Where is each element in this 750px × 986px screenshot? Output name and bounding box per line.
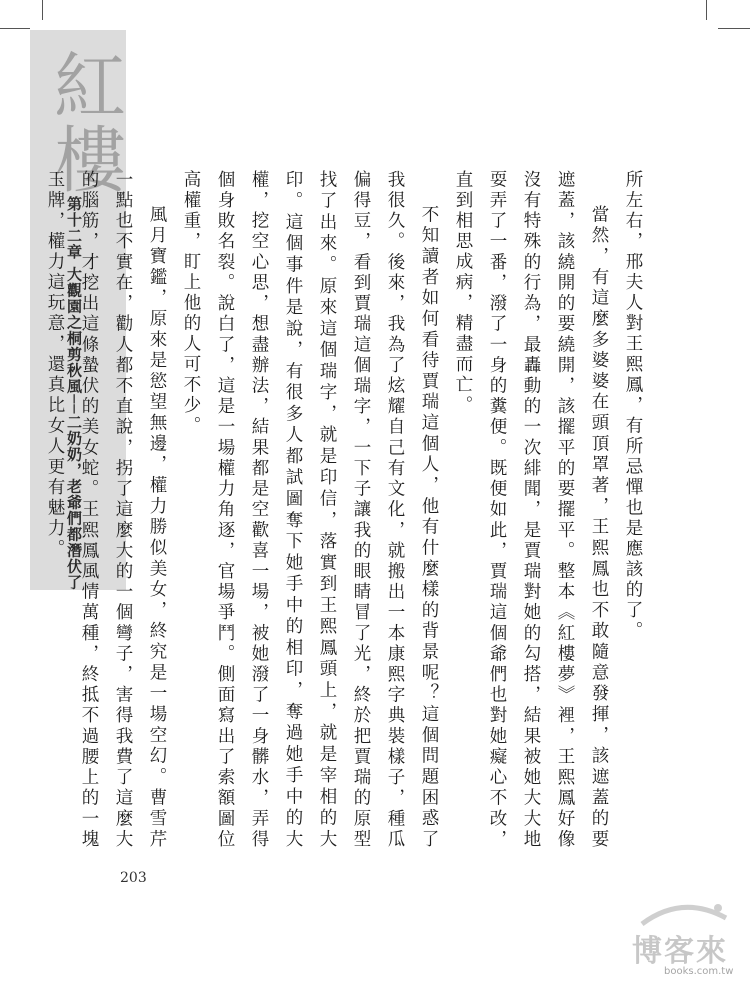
crop-mark-top-left-h — [0, 28, 30, 29]
paragraph: 不知讀者如何看待賈瑞這個人，他有什麼樣的背景呢？這個問題困惑了我很久。後來，我為了炫耀自己有文化，就搬出一本康熙字典裝樣子，種瓜偏得豆，看到賈瑞這個瑞字，一下子讓我的眼睛冒了光，終於把賈瑞的原型找了出來。原來這個瑞字，就是印信，落實到王熙鳳頭上，就是宰相的大印。這個事件是說，有很多人都試圖奪下她手中的相印，奪過她手中的大權，挖空心思，想盡辦法，結果都是空歡喜一場，被她潑了一身髒水，弄得個身敗名裂。說白了，這是一場權力角逐，官場爭鬥。側面寫出了索額圖位高權重，盯上他的人可不少。 — [181, 170, 439, 850]
crop-mark-top-left-v — [42, 0, 43, 20]
watermark-name: 博客來 — [632, 934, 728, 969]
paragraph: 所左右，邢夫人對王熙鳳，有所忌憚也是應該的了。 — [623, 170, 643, 642]
chapter-title: 第十二章 大觀園之桐剪秋風──二奶奶，老爺們都潛伏了 — [65, 196, 83, 591]
watermark-url: books.com.tw — [664, 966, 734, 977]
paragraph: 當然，有這麼多婆婆在頭頂罩著，王熙鳳也不敢隨意發揮，該遮蓋的要遮蓋，該繞開的要繞開，該擺平的要擺平。整本《紅樓夢》裡，王熙鳳好像沒有特殊的行為，最轟動的一次緋聞，是賈瑞對她的勾搭，結果被她大大地耍弄了一番，潑了一身的糞便。既便如此，賈瑞這個爺們也對她癡心不改，直到相思成病，精盡而亡。 — [453, 170, 609, 850]
crop-mark-top-right-h — [718, 28, 750, 29]
page-number: 203 — [120, 870, 147, 886]
paragraph: 風月寶鑑，原來是慾望無邊，權力勝似美女，終究是一場空幻。曹雪芹一點也不實在，勸人都不直說，拐了這麼大的一個彎子，害得我費了這麼大的腦筋，才挖出這條蟄伏的美女蛇。王熙鳳風情萬種，終抵不過腰上的一塊玉牌，權力這玩意，還真比女人更有魅力。 — [45, 170, 167, 850]
watermark — [624, 900, 744, 980]
book-logo: 紅樓 — [42, 48, 126, 196]
crop-mark-top-right-v — [706, 0, 707, 20]
